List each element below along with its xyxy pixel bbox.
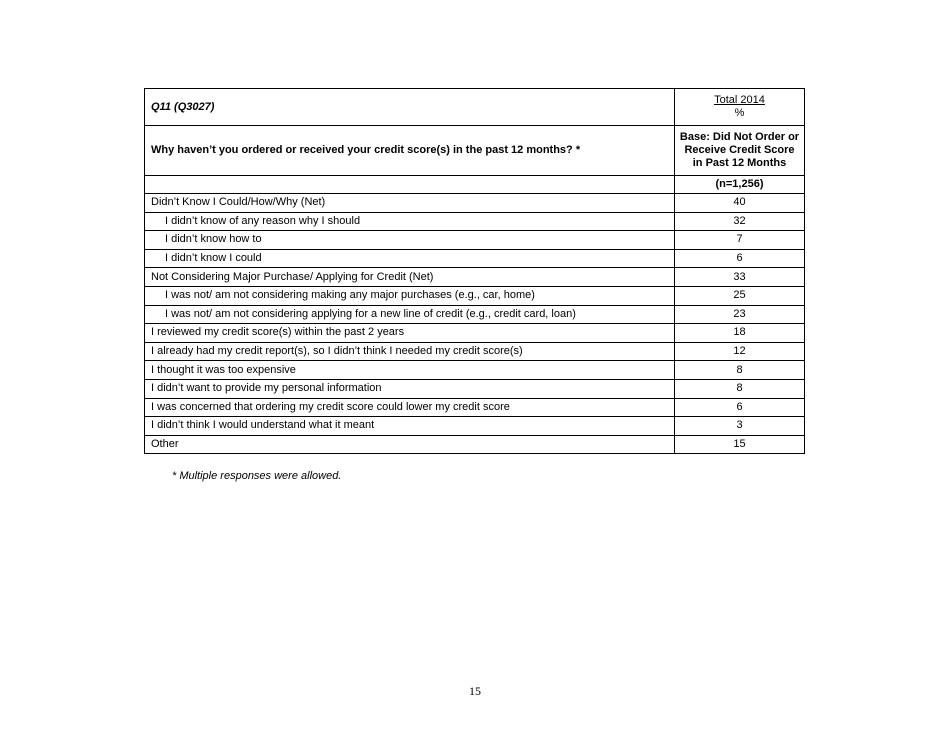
row-value: 6 xyxy=(675,249,805,268)
row-label: Other xyxy=(145,435,675,454)
row-label: I reviewed my credit score(s) within the past 2 years xyxy=(145,324,675,343)
row-label: Not Considering Major Purchase/ Applying for Credit (Net) xyxy=(145,268,675,287)
row-label: I was concerned that ordering my credit score could lower my credit score xyxy=(145,398,675,417)
table-row xyxy=(145,417,805,436)
sample-size: (n=1,256) xyxy=(675,176,805,194)
row-value: 7 xyxy=(675,231,805,250)
question-text: Why haven’t you ordered or received your credit score(s) in the past 12 months? * xyxy=(145,126,675,176)
row-label: I didn’t know of any reason why I should xyxy=(145,212,675,231)
table-row xyxy=(145,212,805,231)
row-label: I was not/ am not considering applying for a new line of credit (e.g., credit card, loan) xyxy=(145,305,675,324)
table-row xyxy=(145,361,805,380)
table-row xyxy=(145,268,805,287)
table-row xyxy=(145,435,805,454)
row-value: 15 xyxy=(675,435,805,454)
row-value: 3 xyxy=(675,417,805,436)
row-label: I didn’t think I would understand what it meant xyxy=(145,417,675,436)
column-header xyxy=(675,89,805,126)
table-row xyxy=(145,324,805,343)
row-label: I already had my credit report(s), so I didn’t think I needed my credit score(s) xyxy=(145,342,675,361)
row-label: I didn’t want to provide my personal information xyxy=(145,379,675,398)
table-row xyxy=(145,305,805,324)
sample-size-blank-cell xyxy=(145,176,675,194)
table-row xyxy=(145,398,805,417)
table-row xyxy=(145,249,805,268)
table-header-row xyxy=(145,89,805,126)
row-value: 8 xyxy=(675,361,805,380)
sample-size-row xyxy=(145,176,805,194)
table-row xyxy=(145,342,805,361)
base-description: Base: Did Not Order or Receive Credit Score in Past 12 Months xyxy=(675,126,805,176)
column-total-label: Total 2014 xyxy=(714,94,765,106)
row-value: 33 xyxy=(675,268,805,287)
table-row xyxy=(145,379,805,398)
row-value: 32 xyxy=(675,212,805,231)
question-row xyxy=(145,126,805,176)
row-value: 23 xyxy=(675,305,805,324)
column-unit-label: % xyxy=(734,107,745,119)
row-label: I was not/ am not considering making any major purchases (e.g., car, home) xyxy=(145,286,675,305)
row-value: 18 xyxy=(675,324,805,343)
row-label: Didn’t Know I Could/How/Why (Net) xyxy=(145,194,675,213)
row-value: 40 xyxy=(675,194,805,213)
footnote: * Multiple responses were allowed. xyxy=(172,470,342,482)
row-value: 6 xyxy=(675,398,805,417)
question-id: Q11 (Q3027) xyxy=(145,89,675,126)
table-row xyxy=(145,231,805,250)
row-value: 25 xyxy=(675,286,805,305)
table-row xyxy=(145,194,805,213)
row-label: I didn’t know how to xyxy=(145,231,675,250)
row-label: I didn’t know I could xyxy=(145,249,675,268)
row-value: 12 xyxy=(675,342,805,361)
survey-results-table xyxy=(144,88,805,454)
row-label: I thought it was too expensive xyxy=(145,361,675,380)
table-row xyxy=(145,286,805,305)
row-value: 8 xyxy=(675,379,805,398)
page-number: 15 xyxy=(469,684,481,698)
